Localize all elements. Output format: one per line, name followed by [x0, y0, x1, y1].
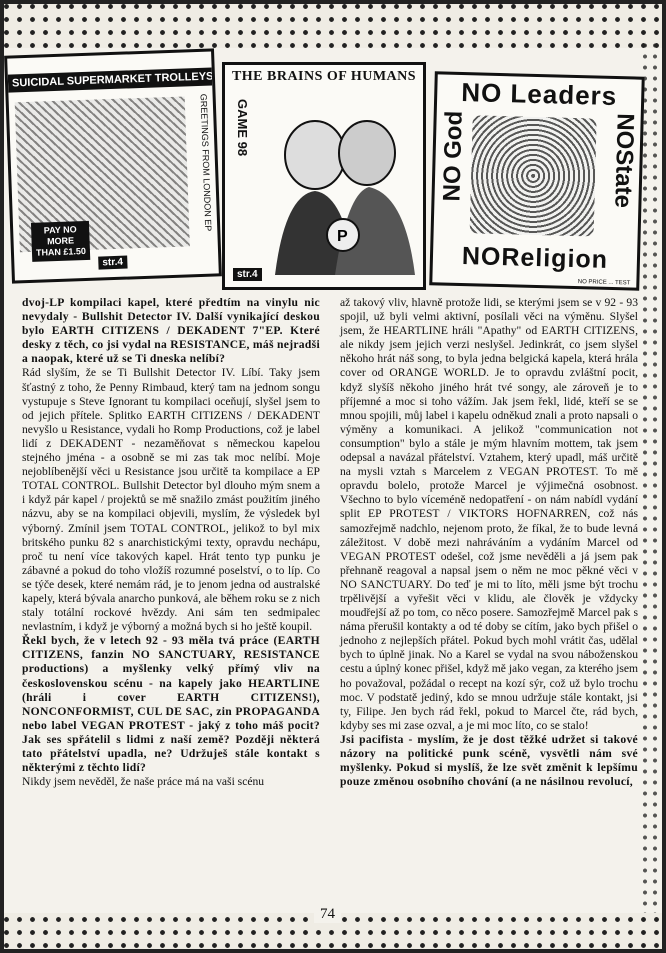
question-paragraph: Řekl bych, že v letech 92 - 93 měla tvá práce (EARTH CITIZENS, fanzin NO SANCTUARY, RESISTANCE productions) a myšlenky velký přímý vliv na československou scénu - na kapely jako HEARTLINE (hráli i cover EARTH CITIZENS!), NONCONFORMIST, CUL DE SAC, zin PROPAGANDA nebo label VEGAN PROTEST - jaký z toho máš pocit? Jak ses spřátelil s lidmi z naší země? Později některá tato přátelství upadla, ne? Udržuješ stále kontakt s některými z těchto lidí?	[22, 634, 320, 775]
cover-title: THE BRAINS OF HUMANS	[231, 69, 417, 84]
svg-text:P: P	[337, 228, 348, 245]
question-paragraph: dvoj-LP kompilaci kapel, které předtím na vinylu nic nevydaly - Bullshit Detector IV. Další vynikající deskou bylo EARTH CITIZENS / DEKADENT 7"EP. Které desky z těch, co jsi vydal na RESISTANCE, máš nejradši a naopak, které už se Ti dneska nelíbí?	[22, 296, 320, 366]
cover-side-text: GREETINGS FROM LONDON EP	[198, 93, 214, 232]
question-paragraph: Jsi pacifista - myslím, že je dost těžké udržet si takové názory na politické punk scéně, vysvětli nám své myšlenky. Pokud si myslíš, že lze svět změnit k lepšímu pouze změnou osobního chování (a ne násilnou revolucí,	[340, 732, 638, 789]
cover-right-text: NOState	[609, 112, 639, 209]
page-tag: str.4	[98, 256, 127, 270]
price-badge: PAY NO MORE THAN £1.50	[31, 221, 90, 262]
cover-footer: NO PRICE ... TEST	[577, 279, 631, 287]
answer-paragraph: Rád slyším, že se Ti Bullshit Detector IV. Líbí. Taky jsem šťastný z toho, že Penny Rimbaud, který tam na jednom songu vystupuje s Steve Ignorant tu kompilaci oceňují, slyšel jsem to od jejich přítele. Splitko EARTH CITIZENS / DEKADENT nevyšlo u Resistance, vydali ho Romp Productions, což je label lidí z DEKADENT - nezaměňovat s německou kapelou stejného jména - a osobně se mi zas tak moc nelíbí. Moje nejoblíbenější věci u Resistance jsou určitě ta kompilace a EP TOTAL CONTROL. Bullshit Detector byl dlouho mým snem a i když pár kapel / projektů se mě snažilo zmást použitím jiného názvu, aby se na kompilaci objevili, myslím, že výsledek byl výborný. Zmínil jsem TOTAL CONTROL, jelikož to byl mix britského punku 82 s anarchistickými texty, opravdu nechápu, proč tu není více takových kapel. Hrát tento typ punku je zábavné a pokud do toho vložíš rozumné poselství, o to líp. Co se týče desek, které nemám rád, je to jenom jedna od australské kapely, která bývala anarcho punková, ale během roku se z nich staly totální rockové hvězdy. Ani sám ten sedmipalec nevlastním, i když je výborný a možná bych si ho ještě koupil.	[22, 366, 320, 634]
page-tag: str.4	[233, 268, 262, 281]
cover-top-text: NO Leaders	[460, 76, 618, 112]
cover-side-text: GAME 98	[235, 99, 250, 157]
page-number: 74	[314, 906, 341, 923]
cover-left-text: NO God	[438, 110, 468, 202]
answer-paragraph: až takový vliv, hlavně protože lidi, se kterými jsem se v 92 - 93 spojil, už byli velmi aktivní, posílali věci na výměnu. Slyšel jsem, že HEARTLINE hráli "Apathy" od EARTH CITIZENS, ale nikdy jsem jejich verzi neslyšel. Jedinkrát, co jsem slyšel někoho hrát náš song, to byla jedna belgická kapela, která hrála cover od ORANGE WORLD. Je to opravdu zvláštní pocit, když slyšíš někoho jiného hrát tvé songy, ale zároveň je to příjemné a moc si toho vážím. Jak jsem řekl, lidé, kteří se se mnou spojili, můj label i kapelu odněkud znali a proto napsali o výměny a komunikaci. A jelikož "communication not consumption" bylo a stále je mým hlavním mottem, tak jsem odepsal a navázal přátelství. Vztahem, který upadl, máš určitě na mysli vztah s Marcelem z VEGAN PROTEST. To mě opravdu bolelo, protože Marcel je výjimečná osobnost. Všechno to bylo víceméně nedopatření - on nám nabídl vydání split EP PROTEST / VIKTORS HOFNARREN, což nás samozřejmě nadchlo, nejenom proto, že fíkal, že to bude levná záležitost. V době mezi nahráváním a vydáním Marcel od VEGAN PROTEST odešel, což jsme nevěděli a já jsem pak přehnaně reagoval a napsal jsem o něm ne moc pěkné věci v NO SANCTUARY. Do teď je mi to líto, měli jsme být trochu trpělivější a vyřešit věci v klidu, ale člověk je vždycky moudřejší až po tom, co něco posere. Samozřejmě Marcel pak s náma přerušil kontakty a od té doby se cítím, jako bych přišel o jednoho z nejlepších přátel. Pokud bych mohl vrátit čas, udělal bych to úplně jinak. No a Karel se vydal na svou náboženskou cestu a úplný konec přišel, když mě jako vegan, za kterého jsem ho považoval, požádal o recept na kozí sýr, což už bylo trochu moc. V podstatě jediný, kdo se mnou udržuje stále kontakt, jsi ty, Filipe. Jen bych rád řekl, pokud to Marcel čte, rád bych, kdyby ses mi zase ozval, a je mi moc líto, co se stalo!	[340, 296, 638, 732]
answer-paragraph: Nikdy jsem nevěděl, že naše práce má na vaši scénu	[22, 775, 265, 789]
cover-bottom-text: NOReligion	[461, 242, 609, 274]
cover-title: SUICIDAL SUPERMARKET TROLLEYS	[8, 67, 213, 92]
